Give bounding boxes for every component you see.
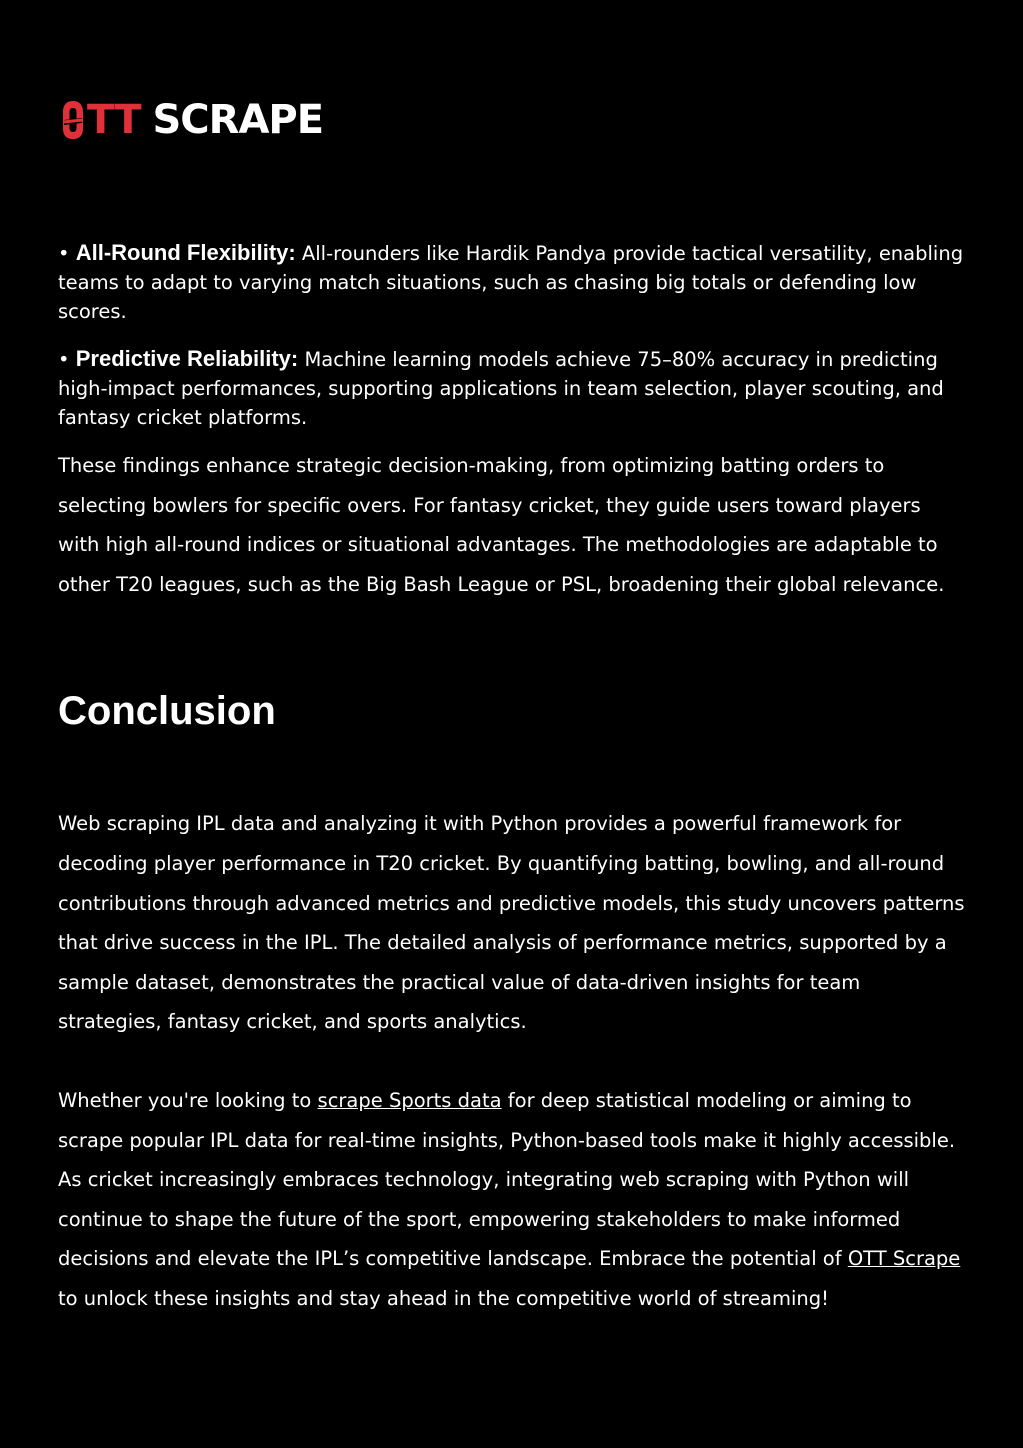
bullet-marker: •	[58, 348, 70, 371]
logo-text-tt: TT	[87, 97, 141, 143]
logo-o-mark-icon	[60, 98, 86, 142]
bullet-lead: All-Round Flexibility:	[75, 240, 296, 265]
conclusion-heading: Conclusion	[58, 689, 276, 734]
bullet-predictive-reliability	[58, 344, 968, 432]
conclusion-paragraph-2	[58, 1081, 968, 1319]
bullet-all-round-flexibility	[58, 238, 968, 326]
ott-scrape-logo	[60, 98, 323, 142]
paragraph-text: Whether you're looking to	[58, 1088, 318, 1112]
bullet-text: All-rounders like Hardik Pandya provide tactical versatility, enabling teams to adapt to varying match situations, such as chasing big totals or defending low scores.	[58, 242, 964, 323]
paragraph-text: to unlock these insights and stay ahead in the competitive world of streaming!	[58, 1286, 829, 1310]
article-content	[58, 238, 968, 1319]
logo-text-scrape: SCRAPE	[152, 97, 324, 143]
conclusion-paragraph-1: Web scraping IPL data and analyzing it with Python provides a powerful framework for decoding player performance in T20 cricket. By quantifying batting, bowling, and all-round contributions through advanced metrics and predictive models, this study uncovers patterns that drive success in the IPL. The detailed analysis of performance metrics, supported by a sample dataset, demonstrates the practical value of data-driven insights for team strategies, fantasy cricket, and sports analytics.	[58, 812, 965, 1034]
bullet-marker: •	[58, 242, 70, 265]
bullet-text: Machine learning models achieve 75–80% accuracy in predicting high-impact performances, supporting applications in team selection, player scouting, and fantasy cricket platforms.	[58, 348, 944, 429]
ott-scrape-link[interactable]: OTT Scrape	[847, 1247, 961, 1271]
scrape-sports-data-link[interactable]: scrape Sports data	[317, 1088, 502, 1112]
findings-paragraph: These findings enhance strategic decision-making, from optimizing batting orders to selecting bowlers for specific overs. For fantasy cricket, they guide users toward players with high all-round indices or situational advantages. The methodologies are adaptable to other T20 leagues, such as the Big Bash League or PSL, broadening their global relevance.	[58, 454, 945, 596]
paragraph-text: for deep statistical modeling or aiming to scrape popular IPL data for real-time insights, Python-based tools make it highly accessible. As cricket increasingly embraces technology, integrating web scraping with Python will continue to shape the future of the sport, empowering stakeholders to make informed decisions and elevate the IPL’s competitive landscape. Embrace the potential of	[58, 1088, 956, 1271]
bullet-lead: Predictive Reliability:	[75, 346, 299, 371]
